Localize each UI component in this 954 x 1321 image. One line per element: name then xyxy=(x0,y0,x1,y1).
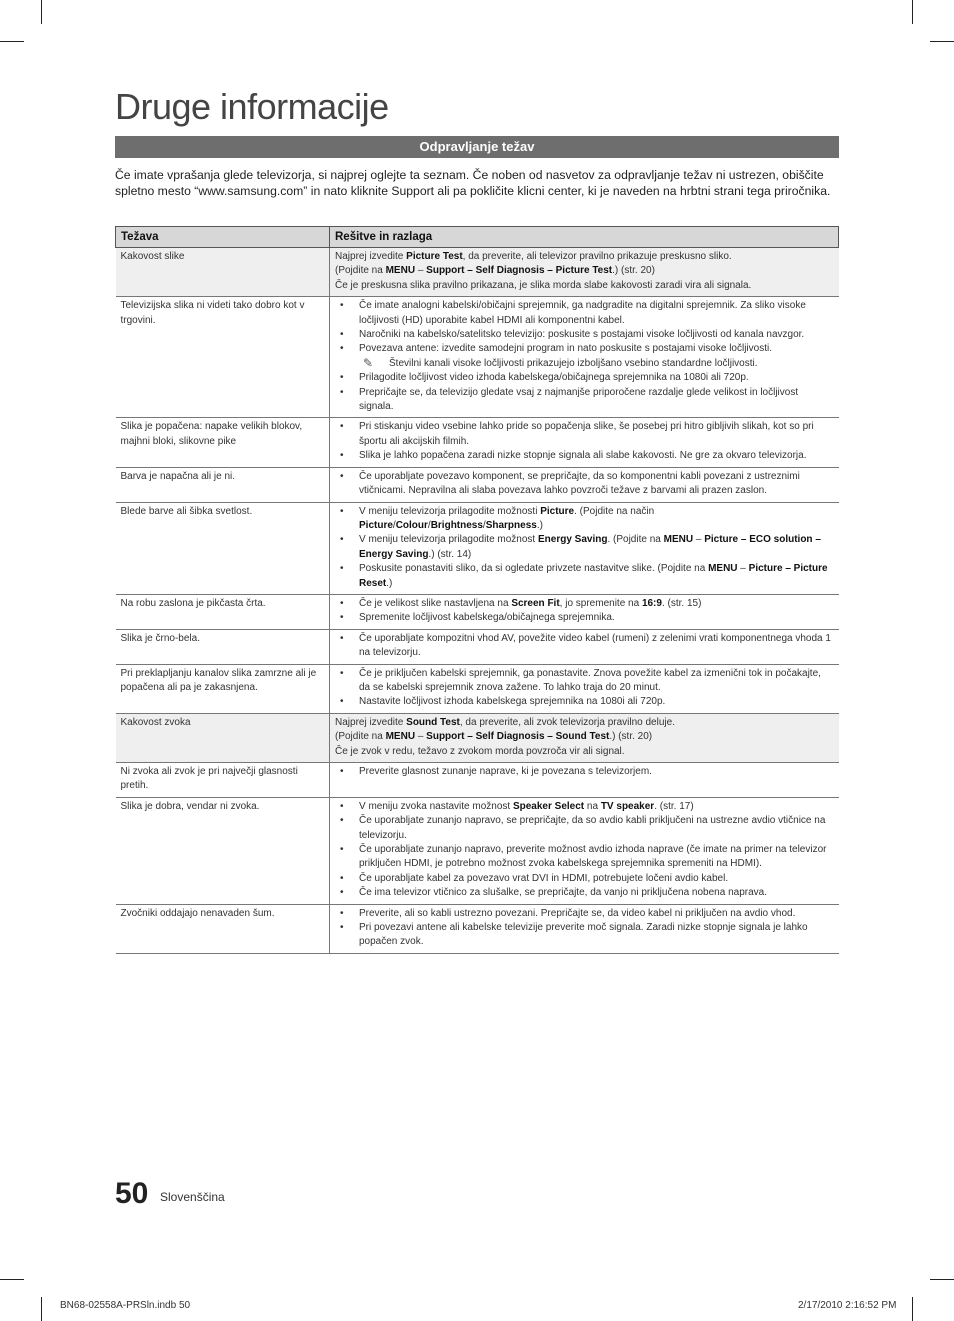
troubleshooting-table xyxy=(115,226,839,954)
solution-item: • Poskusite ponastaviti sliko, da si ogledate privzete nastavitve slike. (Pojdite na MENU – Picture – Picture Reset.) xyxy=(340,563,828,589)
solution-cell xyxy=(330,629,839,664)
solution-item: • V meniju televizorja prilagodite možnost Energy Saving. (Pojdite na MENU – Picture – ECO solution – Energy Saving.) (str. 14) xyxy=(340,534,821,560)
solution-cell xyxy=(330,418,839,467)
table-row xyxy=(116,418,839,467)
solution-item: • Preverite, ali so kabli ustrezno povezani. Prepričajte se, da video kabel ni priključen na avdio vhod. xyxy=(335,907,834,921)
bullet-icon: • xyxy=(340,907,344,919)
date-slug: 2/17/2010 2:16:52 PM xyxy=(798,1300,897,1311)
bullet-icon: • xyxy=(340,329,344,341)
solution-list xyxy=(335,597,834,626)
solution-cell xyxy=(330,467,839,502)
problem-cell: Slika je črno-bela. xyxy=(116,629,330,664)
crop-mark xyxy=(41,0,42,24)
bullet-icon: • xyxy=(340,696,344,708)
solution-list xyxy=(335,765,834,779)
crop-mark xyxy=(0,41,24,42)
bullet-icon: • xyxy=(340,597,344,609)
solution-item: • Prilagodite ločljivost video izhoda kabelskega/običajnega sprejemnika na 1080i ali 720p. xyxy=(335,371,834,385)
problem-cell: Barva je napačna ali je ni. xyxy=(116,467,330,502)
crop-mark xyxy=(930,41,954,42)
solution-item: • Če je velikost slike nastavljena na Screen Fit, jo spremenite na 16:9. (str. 15) xyxy=(335,597,834,611)
solution-list xyxy=(335,800,834,901)
crop-mark xyxy=(912,0,913,24)
bullet-icon: • xyxy=(340,872,344,884)
problem-cell: Slika je popačena: napake velikih blokov, majhni bloki, slikovne pike xyxy=(116,418,330,467)
bullet-icon: • xyxy=(340,887,344,899)
table-row xyxy=(116,713,839,762)
section-title: Odpravljanje težav xyxy=(115,136,839,158)
solution-item: • Če je priključen kabelski sprejemnik, ga ponastavite. Znova povežite kabel za izmenični tok in počakajte, da se kabelski sprejemnik znova zažene. To lahko traja do 20 minut. xyxy=(340,667,821,693)
table-row xyxy=(116,664,839,713)
solution-cell xyxy=(330,797,839,904)
file-slug: BN68-02558A-PRSln.indb 50 xyxy=(60,1300,191,1311)
crop-mark xyxy=(912,1297,913,1321)
bullet-icon: • xyxy=(340,450,344,462)
bullet-icon: • xyxy=(340,922,344,934)
table-row xyxy=(116,797,839,904)
solution-list xyxy=(335,505,834,591)
table-row xyxy=(116,763,839,798)
bullet-icon: • xyxy=(340,563,344,575)
solution-item: • Spremenite ločljivost kabelskega/običajnega sprejemnika. xyxy=(335,611,834,625)
bullet-icon: • xyxy=(340,667,344,679)
bullet-icon: • xyxy=(340,844,344,856)
note: ✎ Številni kanali visoke ločljivosti prikazujejo izboljšano vsebino standardne ločljivosti. xyxy=(363,355,758,370)
solution-list xyxy=(335,371,834,414)
solution-item: • Če uporabljate zunanjo napravo, se prepričajte, da so avdio kabli priključeni na ustrezne avdio vtičnice na televizorju. xyxy=(340,815,826,841)
solution-item: • Če uporabljate kabel za povezavo vrat DVI in HDMI, potrebujete ločeni avdio kabel. xyxy=(335,872,834,886)
solution-item: • V meniju zvoka nastavite možnost Speaker Select na TV speaker. (str. 17) xyxy=(335,800,834,814)
bullet-icon: • xyxy=(340,372,344,384)
bullet-icon: • xyxy=(340,815,344,827)
column-header-problem: Težava xyxy=(116,227,330,248)
solution-item: • Če ima televizor vtičnico za slušalke, se prepričajte, da vanjo ni priključena nobena naprava. xyxy=(335,886,834,900)
solution-item: • Preverite glasnost zunanje naprave, ki je povezana s televizorjem. xyxy=(335,765,834,779)
solution-item: • Če imate analogni kabelski/običajni sprejemnik, ga nadgradite na digitalni sprejemnik. Za sliko visoke ločljivosti (HD) uporabite kabel HDMI ali komponentni kabel. xyxy=(340,300,806,326)
solution-cell: Najprej izvedite Sound Test, da preverite, ali zvok televizorja pravilno deluje. (Pojdite na MENU – Support – Self Diagnosis – Sound Test.) (str. 20) Če je zvok v redu, težavo z zvokom morda povzroča vir ali signal. xyxy=(330,713,839,762)
bullet-icon: • xyxy=(340,343,344,355)
solution-list xyxy=(335,667,834,710)
bullet-icon: • xyxy=(340,766,344,777)
solution-list xyxy=(335,299,834,357)
bullet-icon: • xyxy=(340,470,344,482)
solution-item: • Nastavite ločljivost izhoda kabelskega sprejemnika na 1080i ali 720p. xyxy=(335,695,834,709)
solution-cell xyxy=(330,297,839,418)
solution-item: • Pri povezavi antene ali kabelske televizije preverite moč signala. Zaradi nizke stopnje signala je lahko popačen zvok. xyxy=(340,922,808,948)
table-row xyxy=(116,467,839,502)
page-number: 50 xyxy=(115,1177,149,1210)
bullet-icon: • xyxy=(340,505,344,517)
problem-cell: Kakovost zvoka xyxy=(116,713,330,762)
problem-cell: Kakovost slike xyxy=(116,248,330,297)
problem-cell: Ni zvoka ali zvok je pri največji glasnosti pretih. xyxy=(116,763,330,798)
intro-text: Če imate vprašanja glede televizorja, si najprej oglejte ta seznam. Če noben od nasvetov za odpravljanje težav ni ustrezen, obiščite spletno mesto “www.samsung.com” in nato kliknite Support ali pa pokličite klicni center, ki je naveden na hrbtni strani tega priročnika. xyxy=(115,168,831,198)
problem-cell: Na robu zaslona je pikčasta črta. xyxy=(116,594,330,629)
bullet-icon: • xyxy=(340,612,344,624)
solution-list xyxy=(335,907,834,950)
solution-cell xyxy=(330,594,839,629)
bullet-icon: • xyxy=(340,632,344,644)
solution-item: • Slika je lahko popačena zaradi nizke stopnje signala ali slabe kakovosti. Ne gre za okvaro televizorja. xyxy=(335,449,834,463)
column-header-solution: Rešitve in razlaga xyxy=(330,227,839,248)
solution-item: • Če uporabljate zunanjo napravo, preverite možnost avdio izhoda naprave (če imate na primer na televizor priključen HDMI, je potrebno možnost zvoka kabelskega sprejemnika spremeniti na HDMI). xyxy=(340,844,827,870)
solution-item: • Naročniki na kabelsko/satelitsko televizijo: poskusite s postajami visoke ločljivosti od kanala navzgor. xyxy=(335,328,834,342)
bullet-icon: • xyxy=(340,300,344,312)
solution-item: • Povezava antene: izvedite samodejni program in nato poskusite s postajami visoke ločljivosti. xyxy=(335,342,834,356)
solution-item: • Če uporabljate kompozitni vhod AV, povežite video kabel (rumeni) z zelenimi vrati komponentnega vhoda 1 na televizorju. xyxy=(340,632,831,659)
problem-cell: Televizijska slika ni videti tako dobro kot v trgovini. xyxy=(116,297,330,418)
solution-item: • V meniju televizorja prilagodite možnosti Picture. (Pojdite na način Picture/Colour/Brightness/Sharpness.) xyxy=(340,505,655,531)
solution-list xyxy=(335,632,834,661)
table-body xyxy=(116,248,839,954)
table-row xyxy=(116,904,839,953)
page-language: Slovenščina xyxy=(160,1190,225,1204)
crop-mark xyxy=(0,1279,24,1280)
crop-mark xyxy=(930,1279,954,1280)
table-row xyxy=(116,594,839,629)
bullet-icon: • xyxy=(340,386,344,398)
problem-cell: Pri preklapljanju kanalov slika zamrzne ali je popačena ali pa je zakasnjena. xyxy=(116,664,330,713)
problem-cell: Slika je dobra, vendar ni zvoka. xyxy=(116,797,330,904)
page-title: Druge informacije xyxy=(115,86,389,127)
solution-cell xyxy=(330,904,839,953)
problem-cell: Zvočniki oddajajo nenavaden šum. xyxy=(116,904,330,953)
solution-cell: Najprej izvedite Picture Test, da preverite, ali televizor pravilno prikazuje preskusno sliko. (Pojdite na MENU – Support – Self Diagnosis – Picture Test.) (str. 20) Če je preskusna slika pravilno prikazana, je slika morda slabe kakovosti zaradi vira ali signala. xyxy=(330,248,839,297)
note-pen-icon: ✎ xyxy=(363,355,374,370)
problem-cell: Blede barve ali šibka svetlost. xyxy=(116,502,330,594)
solution-item: • Če uporabljate povezavo komponent, se prepričajte, da so komponentni kabli povezani z ustreznimi vtičnicami. Nepravilna ali slaba povezava lahko povzroči težave z barvami ali prazen zaslon. xyxy=(340,470,800,497)
solution-item: • Prepričajte se, da televizijo gledate vsaj z najmanjše priporočene razdalje glede velikost in ločljivost signala. xyxy=(340,386,799,413)
bullet-icon: • xyxy=(340,534,344,546)
solution-cell xyxy=(330,664,839,713)
table-row xyxy=(116,248,839,297)
solution-cell xyxy=(330,502,839,594)
table-row xyxy=(116,502,839,594)
solution-cell xyxy=(330,763,839,798)
table-row xyxy=(116,297,839,418)
crop-mark xyxy=(41,1297,42,1321)
table-row xyxy=(116,629,839,664)
solution-item: • Pri stiskanju video vsebine lahko pride so popačenja slike, še posebej pri hitro gibljivih slikah, kot so pri športu ali akcijskih filmih. xyxy=(340,421,814,447)
bullet-icon: • xyxy=(340,800,344,812)
solution-list xyxy=(335,420,834,463)
bullet-icon: • xyxy=(340,421,344,433)
solution-list xyxy=(335,470,834,499)
